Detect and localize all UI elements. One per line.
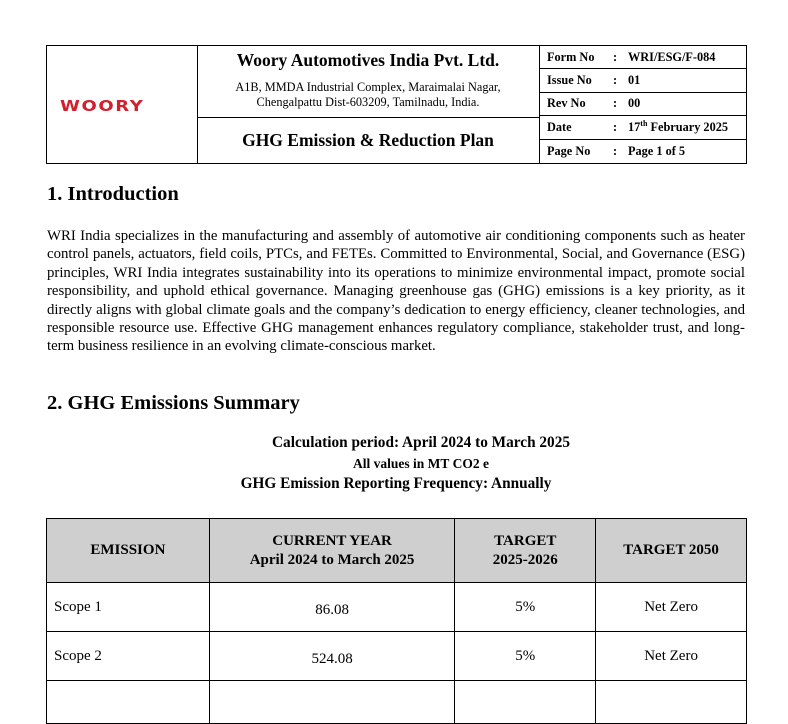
calculation-period: Calculation period: April 2024 to March 2025 (272, 434, 570, 451)
cell-target: 5% (455, 632, 596, 681)
section-1-heading: 1. Introduction (47, 183, 179, 205)
section-2-heading: 2. GHG Emissions Summary (47, 392, 300, 414)
table-row (47, 583, 747, 632)
meta-row-issue-no (540, 69, 746, 92)
company-address (197, 80, 539, 110)
meta-colon: : (613, 73, 618, 88)
emissions-table (46, 518, 747, 724)
cell-target-2050 (596, 681, 747, 724)
meta-colon: : (613, 143, 618, 158)
header-target-line-2: 2025-2026 (492, 551, 558, 568)
introduction-paragraph: WRI India specializes in the manufacturing and assembly of automotive air conditioning components such as heater control panels, actuators, field coils, PTCs, and FETEs. Committed to Environmental, Social, and Governance (ESG) principles, WRI India integrates sustainability into its operations to minimize environmental impact, promote social responsibility, and uphold ethical governance. Managing greenhouse gas (GHG) emissions is a key priority, as it directly aligns with global climate goals and the company’s dedication to energy efficiency, cleaner technologies, and responsible resource use. Effective GHG management enhances regulatory compliance, stakeholder trust, and long-term business resilience in an evolving climate-conscious market. (47, 228, 745, 355)
meta-value: 01 (628, 73, 641, 88)
cell-emission (47, 681, 210, 724)
company-cell (197, 46, 540, 163)
meta-value: WRI/ESG/F-084 (628, 49, 716, 64)
meta-key: Date (547, 119, 572, 134)
logo-cell (47, 46, 198, 163)
company-info (197, 46, 539, 118)
meta-key: Rev No (547, 96, 586, 111)
meta-value (628, 120, 746, 135)
header-target-line-1: TARGET (494, 532, 557, 549)
units-note: All values in MT CO2 e (353, 456, 489, 471)
reporting-frequency: GHG Emission Reporting Frequency: Annually (240, 475, 552, 492)
cell-current: 524.08 (209, 632, 455, 681)
meta-row-form-no (540, 46, 746, 69)
header-target (455, 519, 596, 583)
cell-emission: Scope 1 (47, 583, 210, 632)
header-emission: EMISSION (47, 519, 210, 583)
meta-key: Issue No (547, 73, 592, 88)
cell-target-2050: Net Zero (596, 632, 747, 681)
table-row (47, 632, 747, 681)
meta-colon: : (613, 119, 618, 134)
meta-key: Page No (547, 143, 591, 158)
date-suffix: th (640, 118, 648, 128)
address-line-2: Chengalpattu Dist-603209, Tamilnadu, India. (256, 95, 480, 109)
cell-target (455, 681, 596, 724)
header-current-year (209, 519, 455, 583)
table-header-row (47, 519, 747, 583)
woory-logo: WOORY (60, 97, 145, 116)
company-name: Woory Automotives India Pvt. Ltd. (236, 50, 500, 70)
date-day: 17 (628, 119, 641, 134)
table-row (47, 681, 747, 724)
meta-colon: : (613, 49, 618, 64)
cell-target-2050: Net Zero (596, 583, 747, 632)
cell-emission: Scope 2 (47, 632, 210, 681)
meta-row-date (540, 116, 746, 139)
header-current-line-1: CURRENT YEAR (272, 532, 392, 549)
meta-row-page-no (540, 140, 746, 163)
meta-colon: : (613, 96, 618, 111)
document-header (46, 45, 747, 164)
meta-value: 00 (628, 96, 641, 111)
cell-current: 86.08 (209, 583, 455, 632)
meta-row-rev-no (540, 93, 746, 116)
header-target-2050: TARGET 2050 (596, 519, 747, 583)
meta-value: Page 1 of 5 (628, 143, 686, 158)
document-meta (540, 46, 746, 163)
cell-current (209, 681, 455, 724)
address-line-1: A1B, MMDA Industrial Complex, Maraimalai Nagar, (235, 80, 501, 94)
plan-title: GHG Emission & Reduction Plan (242, 130, 494, 150)
cell-target: 5% (455, 583, 596, 632)
date-rest: February 2025 (647, 119, 729, 134)
header-current-line-2: April 2024 to March 2025 (249, 551, 415, 568)
meta-key: Form No (547, 49, 595, 64)
